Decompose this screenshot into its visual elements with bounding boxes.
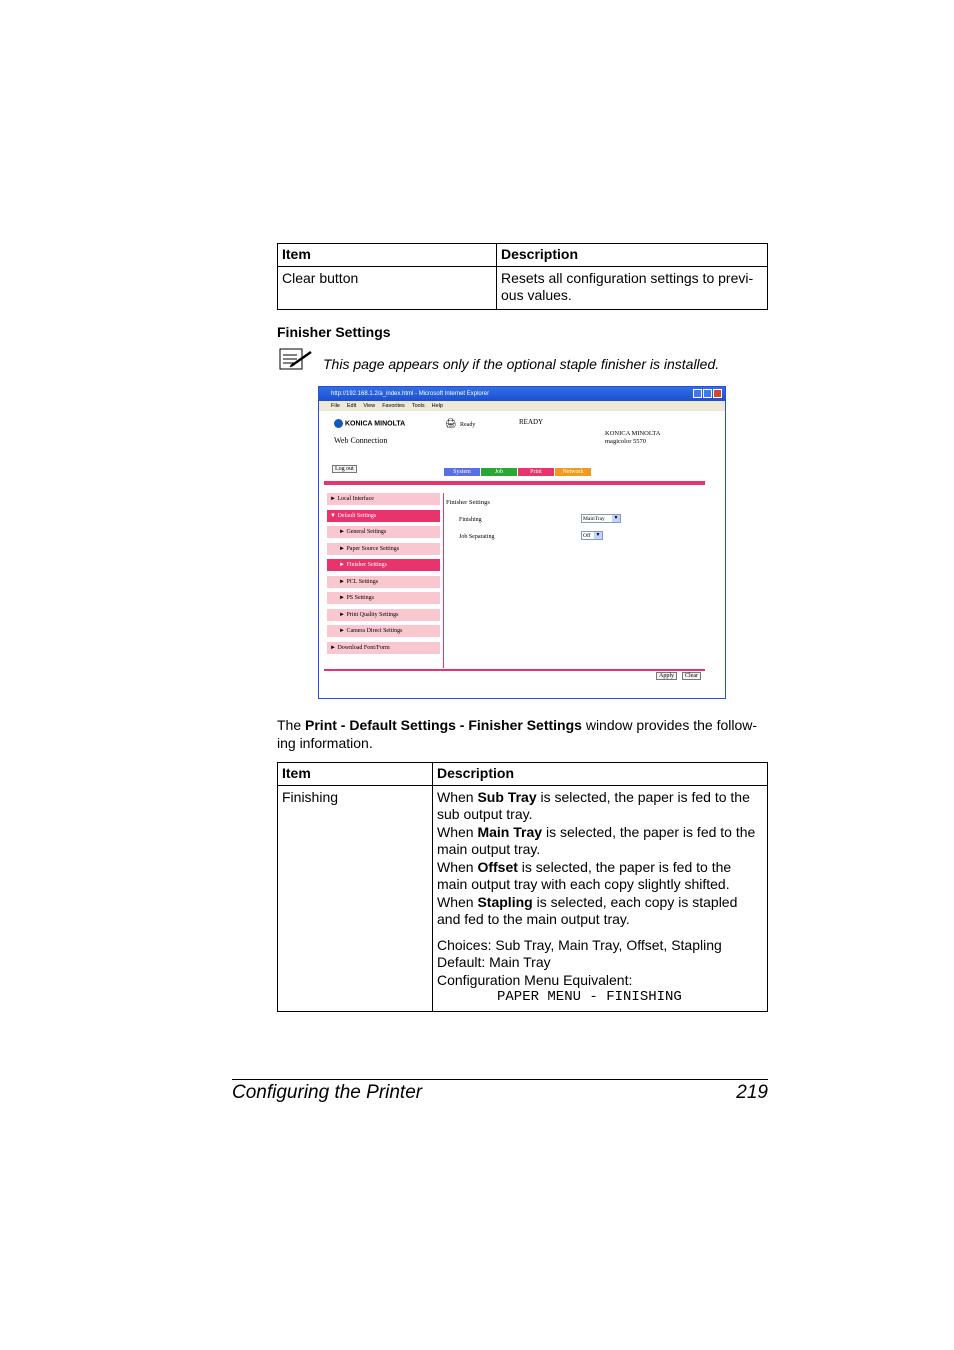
menu-help[interactable]: Help xyxy=(431,403,443,409)
finishing-label: Finishing xyxy=(459,517,482,523)
line-bold: Stapling xyxy=(477,893,533,910)
logo-icon xyxy=(334,419,343,428)
sidebar-item[interactable]: ► Print Quality Settings xyxy=(327,609,440,621)
config-label: Configuration Menu Equivalent: xyxy=(437,971,633,988)
sidebar-item[interactable]: ► Paper Source Settings xyxy=(327,543,440,555)
line-pre: When xyxy=(437,788,478,805)
browser-screenshot xyxy=(318,386,726,699)
line-bold: Offset xyxy=(477,858,518,875)
model-line1: KONICA MINOLTA xyxy=(605,430,661,437)
page-number: 219 xyxy=(736,1082,768,1103)
table-row xyxy=(278,785,768,1011)
browser-menubar xyxy=(319,401,725,411)
finishing-option-line xyxy=(437,894,763,929)
section-heading: Finisher Settings xyxy=(277,324,391,340)
tab-job[interactable]: Job xyxy=(481,468,517,476)
table-row xyxy=(278,266,768,309)
choices-text: Choices: Sub Tray, Main Tray, Offset, Stapling xyxy=(437,936,722,953)
logo-text: KONICA MINOLTA xyxy=(345,420,406,428)
menu-file[interactable]: File xyxy=(331,403,340,409)
clear-button-table xyxy=(277,243,768,310)
content-title: Finisher Settings xyxy=(446,499,490,506)
description-paragraph xyxy=(277,716,768,752)
tab-network[interactable]: Network xyxy=(555,468,591,476)
chevron-down-icon: ▼ xyxy=(595,533,601,538)
line-pre: When xyxy=(437,893,478,910)
finishing-value: MainTray xyxy=(583,516,605,522)
para-pre: The xyxy=(277,717,306,733)
close-icon[interactable] xyxy=(713,389,722,398)
finishing-select[interactable] xyxy=(581,514,621,523)
menu-view[interactable]: View xyxy=(363,403,376,409)
logout-button[interactable]: Log out xyxy=(332,465,357,473)
web-page xyxy=(322,413,722,696)
sidebar-item[interactable]: ► Local Interface xyxy=(327,493,440,505)
apply-button[interactable]: Apply xyxy=(656,672,677,680)
job-separating-label: Job Separating xyxy=(459,534,495,540)
footer-bar xyxy=(324,669,705,671)
sidebar-item[interactable]: ▼ Default Settings xyxy=(327,510,440,522)
line-bold: Sub Tray xyxy=(477,788,537,805)
line-post: is selected, the paper is fed to the sub output tray. xyxy=(437,788,750,822)
footer-rule xyxy=(232,1079,768,1080)
line-pre: When xyxy=(437,823,478,840)
maximize-icon[interactable] xyxy=(703,389,712,398)
tab-bar xyxy=(444,468,591,476)
menu-tools[interactable]: Tools xyxy=(411,403,425,409)
line-post: is selected, the paper is fed to the main output tray. xyxy=(437,823,756,857)
job-separating-value: Off xyxy=(583,533,591,539)
para-bold: Print - Default Settings - Finisher Settings xyxy=(305,717,582,733)
model-line2: magicolor 5570 xyxy=(605,438,646,445)
config-value: PAPER MENU - FINISHING xyxy=(497,989,682,1005)
ready-small: Ready xyxy=(460,422,476,428)
web-connection-label: Web Connection xyxy=(334,436,388,445)
finishing-table xyxy=(277,762,768,1012)
tab-system[interactable]: System xyxy=(444,468,480,476)
table-header-description: Description xyxy=(433,763,768,786)
table-cell-description: Resets all configuration settings to previ-ous values. xyxy=(497,266,768,309)
chevron-down-icon: ▼ xyxy=(613,516,619,521)
note-pencil-icon xyxy=(279,348,313,372)
table-cell-item: Finishing xyxy=(278,785,433,1011)
browser-titlebar xyxy=(319,387,725,401)
konica-logo xyxy=(334,419,405,428)
footer-title: Configuring the Printer xyxy=(232,1082,423,1103)
note-text: This page appears only if the optional staple finisher is installed. xyxy=(323,356,720,372)
printer-icon: 🖨 xyxy=(445,418,457,428)
menu-favorites[interactable]: Favorites xyxy=(382,403,405,409)
job-separating-select[interactable] xyxy=(581,531,603,540)
minimize-icon[interactable] xyxy=(693,389,702,398)
sidebar-divider xyxy=(443,493,444,668)
header-bar xyxy=(324,481,705,485)
table-cell-item: Clear button xyxy=(278,266,497,309)
sidebar-item[interactable]: ► Download Font/Form xyxy=(327,642,440,654)
line-bold: Main Tray xyxy=(477,823,543,840)
sidebar-item[interactable]: ► PS Settings xyxy=(327,592,440,604)
tab-print[interactable]: Print xyxy=(518,468,554,476)
line-post: is selected, the paper is fed to the main output tray with each copy slightly shifted. xyxy=(437,858,732,892)
sidebar-item[interactable]: ► Camera Direct Settings xyxy=(327,625,440,637)
finishing-option-line xyxy=(437,824,763,859)
table-header-item: Item xyxy=(278,763,433,786)
sidebar-item[interactable]: ► General Settings xyxy=(327,526,440,538)
finishing-option-line xyxy=(437,859,763,894)
line-post: is selected, each copy is stapled and fed to the main output tray. xyxy=(437,893,738,927)
menu-edit[interactable]: Edit xyxy=(346,403,357,409)
line-pre: When xyxy=(437,858,478,875)
model-name xyxy=(605,430,660,446)
sidebar-item[interactable]: ► Finisher Settings xyxy=(327,559,440,571)
table-header-description: Description xyxy=(497,244,768,267)
browser-title: http://192.168.1.2/a_index.html - Microsoft Internet Explorer xyxy=(331,391,490,397)
finishing-option-line xyxy=(437,789,763,824)
table-cell-description xyxy=(433,785,768,1011)
default-text: Default: Main Tray xyxy=(437,954,551,970)
para-post: window provides the follow-ing information. xyxy=(277,717,758,751)
sidebar-item[interactable]: ► PCL Settings xyxy=(327,576,440,588)
clear-button[interactable]: Clear xyxy=(682,672,701,680)
sidebar-nav xyxy=(327,493,440,658)
status-text: READY xyxy=(519,418,544,426)
table-header-item: Item xyxy=(278,244,497,267)
